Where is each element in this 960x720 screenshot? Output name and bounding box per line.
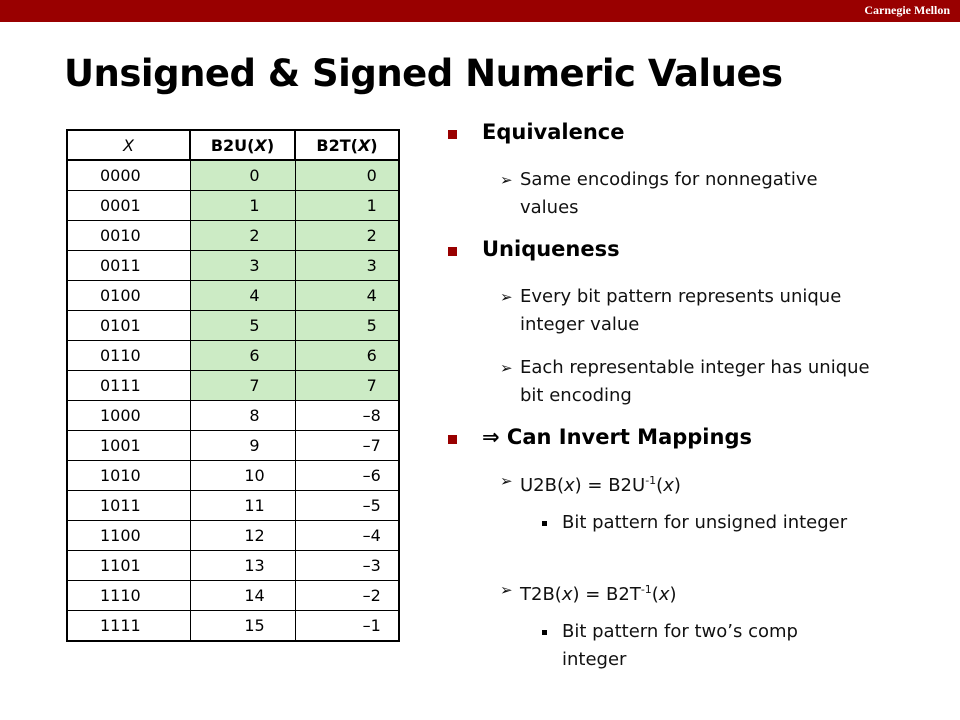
table-row bbox=[67, 251, 399, 281]
arrow-bullet-icon: ➢ bbox=[500, 171, 513, 189]
b2u-cell: 5 bbox=[190, 311, 295, 341]
b2t-cell: –6 bbox=[295, 461, 399, 491]
bullet-square-icon bbox=[448, 130, 457, 139]
bit-pattern-cell: 1001 bbox=[67, 431, 190, 461]
square-bullet-icon bbox=[542, 521, 547, 526]
b2u-cell: 12 bbox=[190, 521, 295, 551]
bit-pattern-cell: 0101 bbox=[67, 311, 190, 341]
table-row bbox=[67, 221, 399, 251]
b2t-cell: –3 bbox=[295, 551, 399, 581]
b2t-cell: 1 bbox=[295, 191, 399, 221]
bit-pattern-cell: 0000 bbox=[67, 160, 190, 191]
header-x: X bbox=[67, 130, 190, 160]
bit-pattern-cell: 0001 bbox=[67, 191, 190, 221]
table-header-row bbox=[67, 130, 399, 160]
b2u-cell: 14 bbox=[190, 581, 295, 611]
b2u-cell: 7 bbox=[190, 371, 295, 401]
header-b2t: B2T(X) bbox=[295, 130, 399, 160]
bit-pattern-cell: 0010 bbox=[67, 221, 190, 251]
bit-pattern-cell: 1111 bbox=[67, 611, 190, 642]
table-row bbox=[67, 341, 399, 371]
arrow-bullet-icon: ➢ bbox=[500, 472, 513, 490]
implies-icon: ⇒ bbox=[482, 425, 500, 449]
b2u-cell: 4 bbox=[190, 281, 295, 311]
header-b2u: B2U(X) bbox=[190, 130, 295, 160]
bit-pattern-cell: 1110 bbox=[67, 581, 190, 611]
bit-pattern-cell: 0110 bbox=[67, 341, 190, 371]
formula-u2b: $U2B(x) = B2U^{-1}(x)$ bbox=[520, 474, 681, 496]
b2t-cell: 5 bbox=[295, 311, 399, 341]
b2u-cell: 6 bbox=[190, 341, 295, 371]
table-row bbox=[67, 551, 399, 581]
sub-sub-bullet-text: Bit pattern for unsigned integer bbox=[562, 512, 848, 533]
table-row bbox=[67, 431, 399, 461]
table-row bbox=[67, 521, 399, 551]
table-row bbox=[67, 581, 399, 611]
brand-label: Carnegie Mellon bbox=[864, 3, 950, 17]
formula-t2b: $T2B(x) = B2T^{-1}(x)$ bbox=[520, 583, 677, 605]
table-row bbox=[67, 491, 399, 521]
bullet-title: Uniqueness bbox=[482, 237, 620, 261]
b2u-cell: 10 bbox=[190, 461, 295, 491]
b2u-cell: 2 bbox=[190, 221, 295, 251]
arrow-bullet-icon: ➢ bbox=[500, 359, 513, 377]
page-title: Unsigned & Signed Numeric Values bbox=[64, 52, 783, 95]
sub-sub-bullet-text: Bit pattern for two’s comp integer bbox=[562, 621, 798, 670]
bit-pattern-cell: 0111 bbox=[67, 371, 190, 401]
bullet-square-icon bbox=[448, 435, 457, 444]
b2t-cell: –8 bbox=[295, 401, 399, 431]
bit-pattern-cell: 0100 bbox=[67, 281, 190, 311]
bit-pattern-cell: 0011 bbox=[67, 251, 190, 281]
b2u-cell: 9 bbox=[190, 431, 295, 461]
bit-pattern-cell: 1010 bbox=[67, 461, 190, 491]
bit-pattern-cell: 1100 bbox=[67, 521, 190, 551]
b2t-cell: 4 bbox=[295, 281, 399, 311]
encoding-table bbox=[66, 129, 400, 642]
bit-pattern-cell: 1101 bbox=[67, 551, 190, 581]
b2t-cell: 7 bbox=[295, 371, 399, 401]
b2t-cell: 0 bbox=[295, 160, 399, 191]
bit-pattern-cell: 1011 bbox=[67, 491, 190, 521]
b2t-cell: 6 bbox=[295, 341, 399, 371]
table-row bbox=[67, 371, 399, 401]
table-row bbox=[67, 611, 399, 642]
table-row bbox=[67, 311, 399, 341]
b2u-cell: 13 bbox=[190, 551, 295, 581]
square-bullet-icon bbox=[542, 630, 547, 635]
table-row bbox=[67, 191, 399, 221]
b2u-cell: 8 bbox=[190, 401, 295, 431]
b2t-cell: –7 bbox=[295, 431, 399, 461]
b2t-cell: –5 bbox=[295, 491, 399, 521]
bullet-square-icon bbox=[448, 247, 457, 256]
table-row bbox=[67, 461, 399, 491]
table-row bbox=[67, 281, 399, 311]
table-row bbox=[67, 160, 399, 191]
arrow-bullet-icon: ➢ bbox=[500, 581, 513, 599]
b2t-cell: –4 bbox=[295, 521, 399, 551]
bit-pattern-cell: 1000 bbox=[67, 401, 190, 431]
top-bar bbox=[0, 0, 960, 22]
b2t-cell: –2 bbox=[295, 581, 399, 611]
table-row bbox=[67, 401, 399, 431]
b2u-cell: 15 bbox=[190, 611, 295, 642]
b2u-cell: 3 bbox=[190, 251, 295, 281]
b2u-cell: 1 bbox=[190, 191, 295, 221]
bullet-title: ⇒ Can Invert Mappings bbox=[482, 425, 752, 449]
sub-bullet-text: Every bit pattern represents unique integer value bbox=[520, 286, 842, 335]
b2t-cell: 3 bbox=[295, 251, 399, 281]
b2t-cell: 2 bbox=[295, 221, 399, 251]
b2u-cell: 11 bbox=[190, 491, 295, 521]
bullet-title: Equivalence bbox=[482, 120, 625, 144]
arrow-bullet-icon: ➢ bbox=[500, 288, 513, 306]
sub-bullet-text: Same encodings for nonnegative values bbox=[520, 169, 818, 218]
b2u-cell: 0 bbox=[190, 160, 295, 191]
sub-bullet-text: Each representable integer has unique bit encoding bbox=[520, 357, 870, 406]
b2t-cell: –1 bbox=[295, 611, 399, 642]
